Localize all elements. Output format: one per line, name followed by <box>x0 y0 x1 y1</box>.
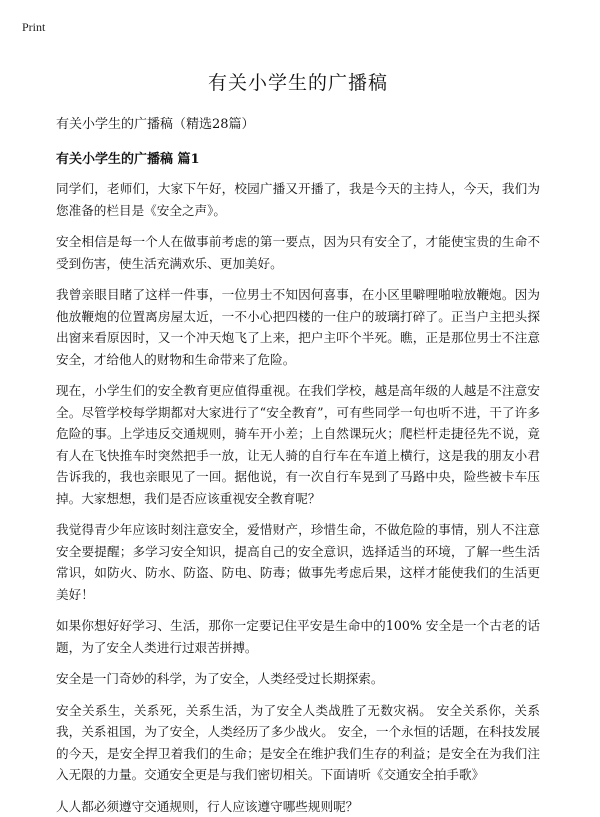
paragraph: 安全是一门奇妙的科学，为了安全，人类经受过长期探索。 <box>56 668 540 690</box>
document-subtitle: 有关小学生的广播稿（精选28篇） <box>56 116 540 134</box>
paragraph: 安全关系生，关系死，关系生活，为了安全人类战胜了无数灾祸。 安全关系你，关系我，关系祖国，为了安全，人类经历了多少战火。 安全，一个永恒的话题，在科技发展的今天，是安全捍卫着我们的生命；是安全在维护我们生存的利益；是安全在为我们注入无限的力量。交通安全更是与我们密切相关。下面请听《交通安全拍手歌》 <box>56 700 540 786</box>
paragraph: 安全相信是每一个人在做事前考虑的第一要点，因为只有安全了，才能使宝贵的生命不受到伤害，使生活充满欢乐、更加美好。 <box>56 231 540 274</box>
page-title: 有关小学生的广播稿 <box>56 70 540 96</box>
paragraph: 人人都必须遵守交通规则，行人应该遵守哪些规则呢？ <box>56 796 540 817</box>
paragraph: 现在，小学生们的安全教育更应值得重视。在我们学校，越是高年级的人越是不注意安全。尽管学校每学期都对大家进行了“安全教育”，可有些同学一句也听不进，干了许多危险的事。上学违反交通规则，骑车开小差；上自然课玩火；爬栏杆走捷径先不说，竟有人在飞快推车时突然把手一放，让无人骑的自行车在车道上横行，这是我的朋友小君告诉我的，我也亲眼见了一回。据他说，有一次自行车晃到了马路中央，险些被卡车压掉。大家想想，我们是否应该重视安全教育呢？ <box>56 380 540 509</box>
paragraph: 如果你想好好学习、生活，那你一定要记住平安是生命中的100% 安全是一个古老的话题，为了安全人类进行过艰苦拼搏。 <box>56 615 540 658</box>
paragraph: 我觉得青少年应该时刻注意安全，爱惜财产，珍惜生命，不做危险的事情，别人不注意安全要提醒；多学习安全知识，提高自己的安全意识，选择适当的环境，了解一些生活常识，如防火、防水、防盗、防电、防毒；做事先考虑后果，这样才能使我们的生活更美好！ <box>56 519 540 605</box>
paragraph: 同学们，老师们，大家下午好，校园广播又开播了，我是今天的主持人，今天，我们为您准备的栏目是《安全之声》。 <box>56 178 540 221</box>
print-link[interactable]: Print <box>22 20 45 35</box>
section-heading: 有关小学生的广播稿 篇1 <box>56 150 540 170</box>
paragraph: 我曾亲眼目睹了这样一件事，一位男士不知因何喜事，在小区里噼哩啪啦放鞭炮。因为他放鞭炮的位置离房屋太近，一不小心把四楼的一住户的玻璃打碎了。正当户主把头探出窗来看原因时，又一个冲天炮飞了上来，把户主吓个半死。瞧，正是那位男士不注意安全，才给他人的财物和生命带来了危险。 <box>56 284 540 370</box>
